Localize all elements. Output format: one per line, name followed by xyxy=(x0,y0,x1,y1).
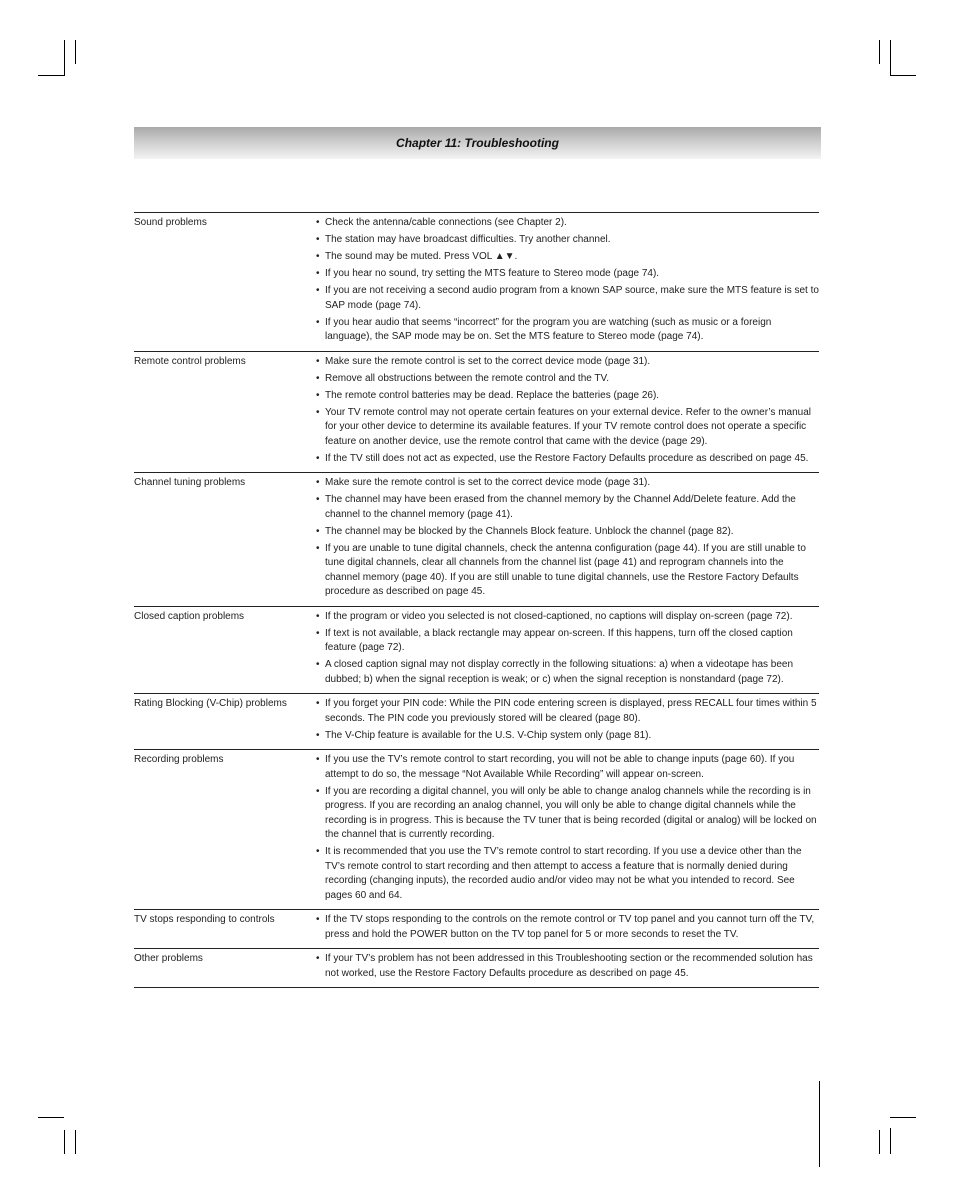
list-item: • If you are not receiving a second audio program from a known SAP source, make sure the MTS feature is set to SAP mode (page 74). xyxy=(316,284,819,313)
chapter-header xyxy=(134,127,821,159)
problem-label: TV stops responding to controls xyxy=(134,914,275,925)
list-item: • Make sure the remote control is set to the correct device mode (page 31). xyxy=(316,355,819,370)
list-item: • A closed caption signal may not display correctly in the following situations: a) when a videotape has been dubbed; b) when the signal reception is weak; or c) when the signal reception is nonstandard (page 72). xyxy=(316,658,819,687)
problem-label: Sound problems xyxy=(134,217,207,228)
table-row xyxy=(134,607,819,695)
table-row xyxy=(134,694,819,750)
problem-label: Channel tuning problems xyxy=(134,477,246,488)
list-item: • The remote control batteries may be dead. Replace the batteries (page 26). xyxy=(316,389,819,404)
list-item: • If text is not available, a black rectangle may appear on-screen. If this happens, turn off the closed caption feature (page 72). xyxy=(316,627,819,656)
solution-list xyxy=(316,476,819,600)
list-item: • The station may have broadcast difficulties. Try another channel. xyxy=(316,233,819,248)
list-item: • If you are unable to tune digital channels, check the antenna configuration (page 44). If you are still unable to tune digital channels, clear all channels from the channel list (page 41) and reprogram channels into the channel memory (page 40). If you are still unable to tune digital channels, use the Restore Factory Defaults procedure as described on page 45. xyxy=(316,542,819,600)
list-item: • It is recommended that you use the TV’s remote control to start recording. If you use a device other than the TV’s remote control to start recording and then attempt to access a feature that is normally denied during recording (changing inputs), the recorded audio and/or video may not be what you intended to record. See pages 60 and 64. xyxy=(316,845,819,903)
list-item: • If the program or video you selected is not closed-captioned, no captions will display on-screen (page 72). xyxy=(316,610,819,625)
problem-label: Other problems xyxy=(134,953,203,964)
table-row xyxy=(134,473,819,607)
list-item: • If you are recording a digital channel, you will only be able to change analog channels while the recording is in progress. If you are recording an analog channel, you will only be able to change digital channels while the recording is in progress. This is because the TV tuner that is being recorded (digital or analog) will be locked on the channel that is currently recording. xyxy=(316,785,819,843)
chapter-title: Chapter 11: Troubleshooting xyxy=(396,136,559,150)
list-item: • Check the antenna/cable connections (see Chapter 2). xyxy=(316,216,819,231)
problem-label: Rating Blocking (V-Chip) problems xyxy=(134,698,287,709)
list-item: • The channel may be blocked by the Channels Block feature. Unblock the channel (page 82). xyxy=(316,525,819,540)
list-item: • If you use the TV’s remote control to start recording, you will not be able to change inputs (page 60). If you attempt to do so, the message “Not Available While Recording” will appear on-screen. xyxy=(316,753,819,782)
table-row xyxy=(134,949,819,988)
table-row xyxy=(134,213,819,352)
troubleshooting-table xyxy=(134,212,819,988)
list-item: • If the TV stops responding to the controls on the remote control or TV top panel and you cannot turn off the TV, press and hold the POWER button on the TV top panel for 5 or more seconds to reset the TV. xyxy=(316,913,819,942)
solution-list xyxy=(316,610,819,688)
problem-label: Recording problems xyxy=(134,754,224,765)
solution-list xyxy=(316,216,819,345)
solution-list xyxy=(316,753,819,903)
list-item: • The sound may be muted. Press VOL ▲▼. xyxy=(316,250,819,265)
list-item: • The V-Chip feature is available for the U.S. V-Chip system only (page 81). xyxy=(316,729,819,744)
problem-label: Closed caption problems xyxy=(134,610,245,622)
solution-list xyxy=(316,697,819,743)
list-item: • The channel may have been erased from the channel memory by the Channel Add/Delete feature. Add the channel to the channel memory (page 41). xyxy=(316,493,819,522)
solution-list xyxy=(316,355,819,467)
table-row xyxy=(134,352,819,474)
list-item: • If the TV still does not act as expected, use the Restore Factory Defaults procedure as described on page 45. xyxy=(316,452,819,467)
table-row xyxy=(134,910,819,949)
list-item: • If you hear no sound, try setting the MTS feature to Stereo mode (page 74). xyxy=(316,267,819,282)
list-item: • Remove all obstructions between the remote control and the TV. xyxy=(316,372,819,387)
list-item: • Your TV remote control may not operate certain features on your external device. Refer to the owner’s manual for your other device to determine its available features. If your TV remote control does not operate a specific feature on another device, use the remote control that came with the device (page 29). xyxy=(316,406,819,450)
problem-label: Remote control problems xyxy=(134,355,246,367)
solution-list xyxy=(316,952,819,981)
list-item: • If you forget your PIN code: While the PIN code entering screen is displayed, press RECALL four times within 5 seconds. The PIN code you previously stored will be cleared (page 80). xyxy=(316,697,819,726)
solution-list xyxy=(316,913,819,942)
list-item: • Make sure the remote control is set to the correct device mode (page 31). xyxy=(316,476,819,491)
list-item: • If your TV’s problem has not been addressed in this Troubleshooting section or the recommended solution has not worked, use the Restore Factory Defaults procedure as described on page 45. xyxy=(316,952,819,981)
list-item: • If you hear audio that seems “incorrect” for the program you are watching (such as music or a foreign language), the SAP mode may be on. Set the MTS feature to Stereo mode (page 74). xyxy=(316,316,819,345)
table-row xyxy=(134,750,819,910)
